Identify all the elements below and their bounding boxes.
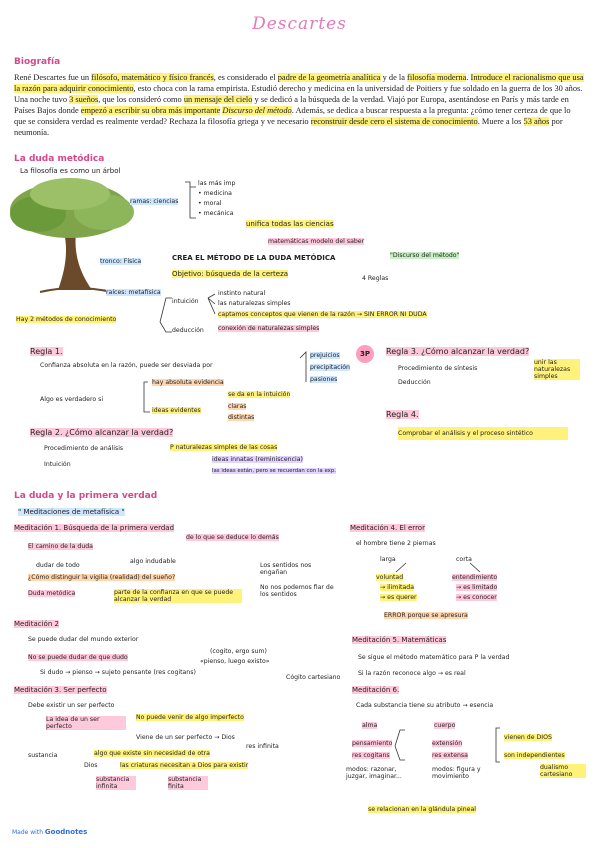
- algo-indudable: algo indudable: [130, 558, 176, 565]
- extension: extensión: [432, 740, 463, 747]
- substancia-infinita: substancia infinita: [96, 776, 136, 790]
- arbol-label: La filosofía es como un árbol: [20, 167, 121, 175]
- es-querer: → es querer: [380, 594, 417, 601]
- duda-metodica: Duda metódica: [28, 590, 76, 597]
- substancia-finita: substancia finita: [168, 776, 208, 790]
- modos-alma: modos: razonar, juzgar, imaginar...: [346, 766, 402, 780]
- claras: claras: [228, 403, 247, 410]
- regla-3-heading: Regla 3. ¿Cómo alcanzar la verdad?: [386, 347, 530, 356]
- independientes: son independientes: [504, 752, 565, 759]
- meditacion-4-heading: Meditación 4. El error: [350, 524, 425, 532]
- 3p-badge: 3P: [356, 345, 374, 363]
- meditacion-5-heading: Meditación 5. Matemáticas: [352, 636, 447, 644]
- ramas-item: • medicina: [198, 190, 232, 197]
- no-venir: No puede venir de algo imperfecto: [136, 714, 244, 721]
- section-duda-primera-verdad: La duda y la primera verdad: [14, 491, 158, 501]
- unifica-text: unifica todas las ciencias: [246, 220, 334, 228]
- pienso-existo: «pienso, luego existo»: [200, 658, 270, 665]
- meditacion-3-heading: Meditación 3. Ser perfecto: [14, 686, 107, 694]
- instinto-text: instinto natural: [218, 290, 266, 297]
- ramas-label: ramas: ciencias: [130, 198, 179, 205]
- evidencia-text: hay absoluta evidencia: [152, 379, 224, 386]
- m2-mundo: Se puede dudar del mundo exterior: [28, 636, 139, 643]
- alma: alma: [362, 722, 378, 729]
- pierna-larga: larga: [380, 556, 396, 563]
- regla-4-heading: Regla 4.: [386, 410, 419, 419]
- intuicion-label: intuición: [172, 298, 199, 305]
- hay-metodos: Hay 2 métodos de conocimiento: [16, 316, 117, 323]
- m3-existir: Debe existir un ser perfecto: [28, 702, 115, 709]
- regla-2-heading: Regla 2. ¿Cómo alcanzar la verdad?: [30, 428, 174, 437]
- regla-3-deduccion: Deducción: [398, 379, 431, 386]
- meditacion-6-heading: Meditación 6.: [352, 686, 400, 694]
- cogito-ergo: (cogito, ergo sum): [210, 648, 267, 655]
- m1-deduce: de lo que se deduce lo demás: [186, 534, 279, 541]
- regla-1-verdadero: Algo es verdadero si: [40, 396, 104, 403]
- sujeto-pensante: Si dudo → pienso → sujeto pensante (res cogitans): [40, 669, 196, 676]
- section-biografia: Biografía: [14, 57, 61, 67]
- discurso-tag: "Discurso del método": [390, 252, 460, 259]
- goodnotes-watermark: Made with Goodnotes: [12, 828, 88, 836]
- m5-metodo: Se sigue el método matemático para P la verdad: [358, 654, 510, 661]
- meditacion-1-heading: Meditación 1. Búsqueda de la primera verdad: [14, 524, 175, 532]
- unir-naturalezas: unir las naturalezas simples: [534, 359, 580, 380]
- dudar-todo: dudar de todo: [36, 562, 80, 569]
- modos-cuerpo: modos: figura y movimiento: [432, 766, 481, 780]
- res-cogitans: res cogitans: [352, 752, 390, 759]
- ideas-innatas: ideas innatas (reminiscencia): [212, 456, 303, 463]
- regla-1-heading: Regla 1.: [30, 347, 63, 356]
- m6-atributo: Cada substancia tiene su atributo → esencia: [356, 702, 494, 709]
- dualismo-cartesiano: dualismo cartesiano: [540, 764, 586, 778]
- modelo-text: matemáticas modelo del saber: [268, 238, 365, 245]
- tronco-label: tronco: Física: [100, 258, 142, 265]
- deduccion-label: deducción: [172, 327, 204, 334]
- voluntad: voluntad: [376, 574, 404, 581]
- pasiones: pasiones: [310, 376, 338, 383]
- criaturas-dios: las criaturas necesitan a Dios para existir: [120, 762, 249, 769]
- ramas-item: • moral: [198, 200, 222, 207]
- crea-text: CREA EL MÉTODO DE LA DUDA METÓDICA: [172, 254, 336, 262]
- section-duda-metodica: La duda metódica: [14, 154, 105, 164]
- entendimiento: entendimiento: [452, 574, 498, 581]
- meditacion-2-heading: Meditación 2: [14, 620, 59, 628]
- algo-sin-otra: algo que existe sin necesidad de otra: [94, 750, 210, 757]
- objetivo-text: Objetivo: búsqueda de la certeza: [172, 270, 289, 278]
- idea-ser-perfecto: La idea de un ser perfecto: [46, 716, 126, 730]
- regla-2-text: Procedimiento de análisis: [44, 445, 124, 452]
- error-apresura: ERROR porque se apresura: [384, 612, 468, 619]
- vigilia-sueno: ¿Cómo distinguir la vigilia (realidad) del sueño?: [28, 574, 176, 581]
- cuerpo: cuerpo: [434, 722, 456, 729]
- tree-icon: [10, 178, 134, 292]
- dios-label: Dios: [84, 762, 98, 769]
- conexion-text: conexión de naturalezas simples: [218, 325, 320, 332]
- prejuicios: prejuicios: [310, 352, 340, 359]
- reglas-count: 4 Reglas: [362, 275, 389, 282]
- distintas: distintas: [228, 414, 255, 421]
- glandula-pineal: se relacionan en la glándula pineal: [368, 806, 476, 813]
- cogito-cartesiano: Cógito cartesiano: [286, 674, 341, 681]
- es-limitado: → es limitado: [456, 584, 498, 591]
- ideas-tiene: las ideas están, pero se recuerdan con la exp.: [212, 468, 336, 474]
- pierna-corta: corta: [456, 556, 472, 563]
- regla-2-intuicion: Intuición: [44, 461, 71, 468]
- dos-piernas: el hombre tiene 2 piernas: [356, 540, 436, 547]
- ramas-item: • mecánica: [198, 210, 234, 217]
- regla-2-naturalezas: P naturalezas simples de las cosas: [170, 444, 278, 451]
- pensamiento: pensamiento: [352, 740, 393, 747]
- m2-no-dudar: No se puede dudar de que dudo: [28, 654, 128, 661]
- precipitacion: precipitación: [310, 364, 350, 371]
- es-conocer: → es conocer: [456, 594, 497, 601]
- vienen-dios: vienen de DIOS: [504, 734, 552, 741]
- naturalezas-text: las naturalezas simples: [218, 300, 291, 307]
- raices-label: raíces: metafísica: [106, 289, 161, 296]
- no-fiar-sentidos: No nos podemos fiar de los sentidos: [260, 584, 334, 598]
- meditaciones-title: " Meditaciones de metafísica ": [18, 508, 125, 516]
- m5-real: Si la razón reconoce algo → es real: [358, 670, 466, 677]
- ilimitada: → ilimitada: [380, 584, 414, 591]
- sustancia-label: sustancia: [28, 752, 58, 759]
- res-infinita: res infinita: [246, 743, 279, 750]
- page-title: Descartes: [252, 14, 347, 34]
- regla-4-text: Comprobar el análisis y el proceso sintético: [398, 427, 568, 440]
- sentidos-enganan: Los sentidos nos engañan: [260, 562, 312, 576]
- viene-dios: Viene de un ser perfecto → Dios: [136, 734, 235, 741]
- regla-1-text: Confianza absoluta en la razón, puede ser desviada por: [40, 362, 213, 369]
- bio-paragraph: René Descartes fue un filósofo, matemático y físico francés, es considerado el padre de la geometría analítica y de la filosofía moderna. Introduce el racionalismo que usa la razón para adquirir conocimiento, esto choca con la rama empirista. Estudió derecho y medicina en la universidad de Poitiers y fue soldado en la guerra de los 30 años. Una noche tuvo 3 sueños, que los consideró como un mensaje del cielo y se dedicó a la búsqueda de la verdad. Viajó por Europa, asentándose en París y más tarde en Países Bajos donde empezó a escribir su obra más importante Discurso del método. Además, se dedica a buscar respuesta a la pregunta: ¿cómo tener certeza de que lo que se considera verdad es realmente verdad? Rechaza la filosofía griega y ve necesario reconstruir desde cero el sistema de conocimiento. Muere a los 53 años por neumonía.: [14, 73, 584, 137]
- intuicion-se: se da en la intuición: [228, 391, 291, 398]
- ramas-item: las más imp: [198, 180, 236, 187]
- captamos-text: captamos conceptos que vienen de la razón → SIN ERROR NI DUDA: [218, 311, 427, 318]
- camino-duda: El camino de la duda: [28, 543, 93, 550]
- ideas-evidentes: ideas evidentes: [152, 407, 201, 414]
- regla-3-text: Procedimiento de síntesis: [398, 365, 478, 372]
- parte-confianza: parte de la confianza en que se puede alcanzar la verdad: [114, 589, 242, 603]
- res-extensa: res extensa: [432, 752, 468, 759]
